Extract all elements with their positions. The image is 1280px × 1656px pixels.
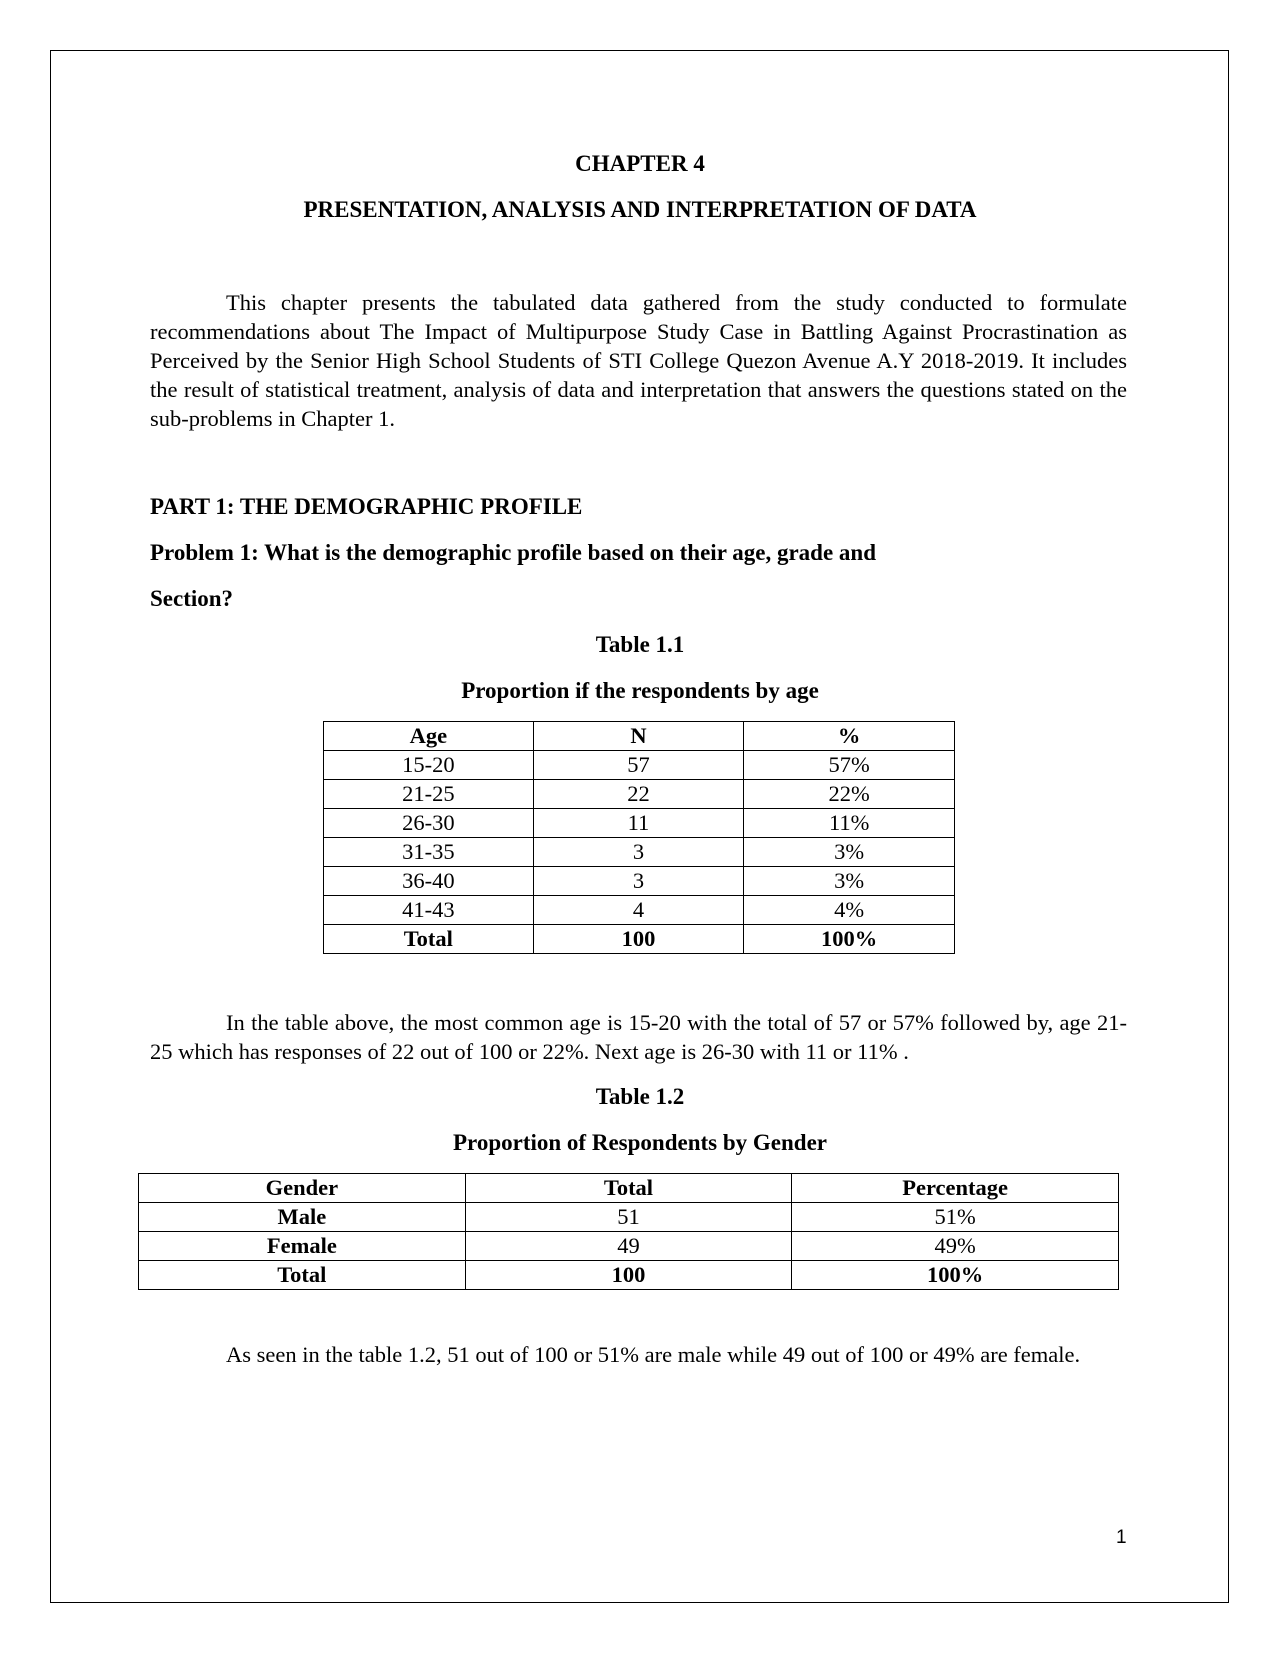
problem-line-2: Section? — [150, 586, 234, 611]
table-row — [324, 809, 955, 838]
table2-caption: Proportion of Respondents by Gender — [453, 1130, 827, 1155]
cell-n: 22 — [533, 780, 744, 809]
col-header-percent: % — [744, 722, 955, 751]
gender-table — [138, 1173, 1119, 1290]
table-row — [324, 838, 955, 867]
cell-gender: Female — [139, 1232, 466, 1261]
total-label: Total — [139, 1261, 466, 1290]
table-row — [324, 867, 955, 896]
cell-age: 21-25 — [324, 780, 534, 809]
table-total-row — [139, 1261, 1119, 1290]
table-row — [139, 1203, 1119, 1232]
intro-paragraph: This chapter presents the tabulated data gathered from the study conducted to formulate recommendations about The Impact of Multipurpose Study Case in Battling Against Procrastination as Perceived by the Senior High School Students of STI College Quezon Avenue A.Y 2018-2019. It includes the result of statistical treatment, analysis of data and interpretation that answers the questions stated on the sub-problems in Chapter 1. — [150, 290, 1127, 431]
page-number: 1 — [1116, 1527, 1127, 1548]
total-percentage: 100% — [792, 1261, 1119, 1290]
col-header-gender: Gender — [139, 1174, 466, 1203]
col-header-total: Total — [465, 1174, 792, 1203]
cell-n: 4 — [533, 896, 744, 925]
cell-percent: 22% — [744, 780, 955, 809]
cell-gender: Male — [139, 1203, 466, 1232]
cell-n: 3 — [533, 838, 744, 867]
col-header-percentage: Percentage — [792, 1174, 1119, 1203]
total-n: 100 — [533, 925, 744, 954]
cell-percent: 4% — [744, 896, 955, 925]
chapter-title: PRESENTATION, ANALYSIS AND INTERPRETATION OF DATA — [303, 197, 977, 222]
chapter-number: CHAPTER 4 — [575, 151, 705, 176]
age-table — [323, 721, 955, 954]
part-title: PART 1: THE DEMOGRAPHIC PROFILE — [150, 494, 583, 519]
cell-percent: 57% — [744, 751, 955, 780]
table1-label: Table 1.1 — [595, 632, 685, 657]
table-header-row — [324, 722, 955, 751]
cell-n: 57 — [533, 751, 744, 780]
problem-line-1: Problem 1: What is the demographic profile based on their age, grade and — [150, 540, 876, 565]
col-header-n: N — [533, 722, 744, 751]
col-header-age: Age — [324, 722, 534, 751]
table-row — [139, 1232, 1119, 1261]
cell-percentage: 51% — [792, 1203, 1119, 1232]
cell-total: 51 — [465, 1203, 792, 1232]
cell-age: 15-20 — [324, 751, 534, 780]
table2-label: Table 1.2 — [595, 1084, 685, 1109]
total-count: 100 — [465, 1261, 792, 1290]
cell-age: 31-35 — [324, 838, 534, 867]
table-row — [324, 896, 955, 925]
cell-age: 41-43 — [324, 896, 534, 925]
cell-percent: 3% — [744, 838, 955, 867]
table-row — [324, 751, 955, 780]
cell-n: 3 — [533, 867, 744, 896]
total-percent: 100% — [744, 925, 955, 954]
cell-percent: 3% — [744, 867, 955, 896]
total-label: Total — [324, 925, 534, 954]
gender-analysis-paragraph: As seen in the table 1.2, 51 out of 100 or 51% are male while 49 out of 100 or 49% are female. — [226, 1342, 1081, 1367]
cell-percentage: 49% — [792, 1232, 1119, 1261]
table1-caption: Proportion if the respondents by age — [461, 678, 819, 703]
cell-percent: 11% — [744, 809, 955, 838]
table-total-row — [324, 925, 955, 954]
age-analysis-paragraph: In the table above, the most common age is 15-20 with the total of 57 or 57% followed by, age 21-25 which has responses of 22 out of 100 or 22%. Next age is 26-30 with 11 or 11% . — [150, 1010, 1127, 1064]
table-row — [324, 780, 955, 809]
cell-age: 26-30 — [324, 809, 534, 838]
cell-total: 49 — [465, 1232, 792, 1261]
table-header-row — [139, 1174, 1119, 1203]
cell-age: 36-40 — [324, 867, 534, 896]
cell-n: 11 — [533, 809, 744, 838]
